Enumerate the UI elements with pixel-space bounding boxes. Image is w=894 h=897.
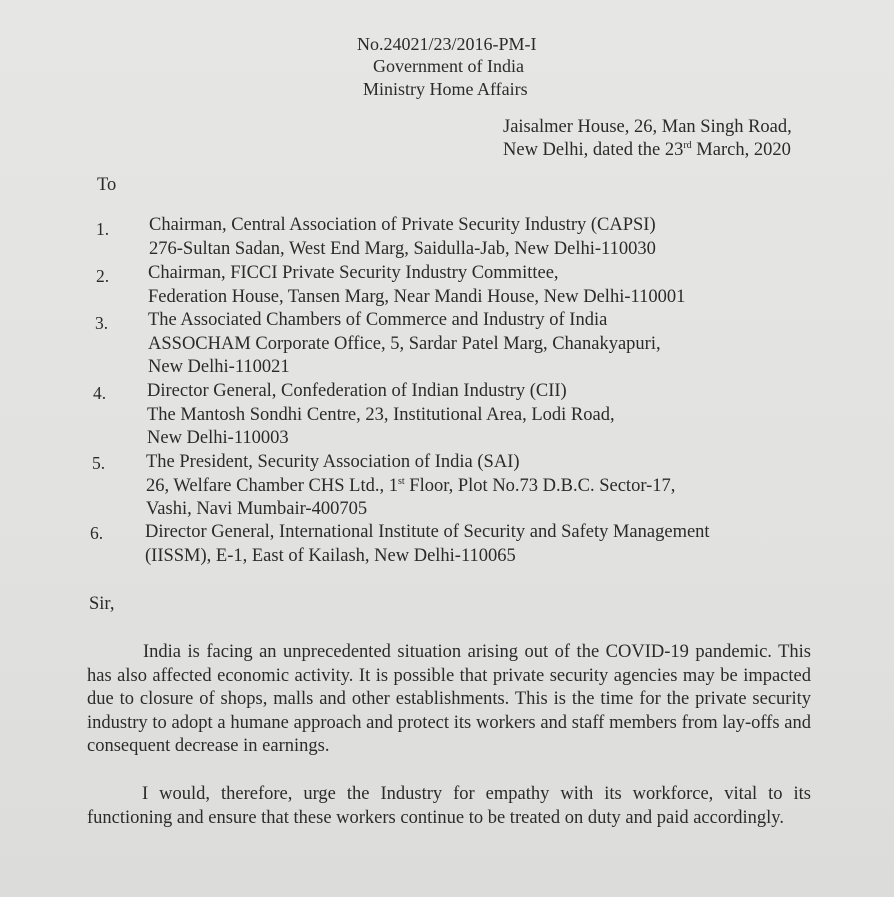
body-paragraph: I would, therefore, urge the Industry for empathy with its workforce, vital to its functioning and ensure that these workers continue to be treated on duty and paid accordingly.: [87, 784, 811, 828]
salutation: Sir,: [89, 594, 115, 614]
recipient-3: The Associated Chambers of Commerce and Industry of India ASSOCHAM Corporate Office, 5, Sardar Patel Marg, Chanakyapuri, New Delhi-110021: [148, 310, 661, 377]
recipient-6: Director General, International Institute of Security and Safety Management (IISSM), E-1, East of Kailash, New Delhi-110065: [145, 522, 710, 566]
to-label: To: [97, 175, 117, 195]
recipient-1: Chairman, Central Association of Private Security Industry (CAPSI) 276-Sultan Sadan, West End Marg, Saidulla-Jab, New Delhi-110030: [149, 215, 656, 259]
list-number: 2.: [96, 266, 110, 286]
reference-number: No.24021/23/2016-PM-I: [357, 34, 537, 54]
list-number: 3.: [95, 313, 109, 333]
list-number: 4.: [93, 383, 107, 403]
list-number: 1.: [96, 219, 110, 239]
date-line: New Delhi, dated the 23rd March, 2020: [503, 139, 791, 160]
ministry-name: Ministry Home Affairs: [363, 79, 528, 99]
recipient-5: The President, Security Association of India (SAI) 26, Welfare Chamber CHS Ltd., 1st Floor, Plot No.73 D.B.C. Sector-17, Vashi, Navi Mumbair-400705: [146, 452, 676, 519]
list-number: 6.: [90, 523, 104, 543]
address-line: Jaisalmer House, 26, Man Singh Road,: [503, 117, 792, 137]
list-number: 5.: [92, 453, 106, 473]
recipient-4: Director General, Confederation of Indian Industry (CII) The Mantosh Sondhi Centre, 23, Institutional Area, Lodi Road, New Delhi-110003: [147, 381, 615, 448]
body-paragraph: India is facing an unprecedented situation arising out of the COVID-19 pandemic. This has also affected economic activity. It is possible that private security agencies may be impacted due to closure of shops, malls and other establishments. This is the time for the private security industry to adopt a humane approach and protect its workers and staff members from lay-offs and consequent decrease in earnings.: [87, 642, 811, 756]
recipient-2: Chairman, FICCI Private Security Industry Committee, Federation House, Tansen Marg, Near Mandi House, New Delhi-110001: [148, 263, 686, 307]
government-name: Government of India: [373, 56, 524, 76]
